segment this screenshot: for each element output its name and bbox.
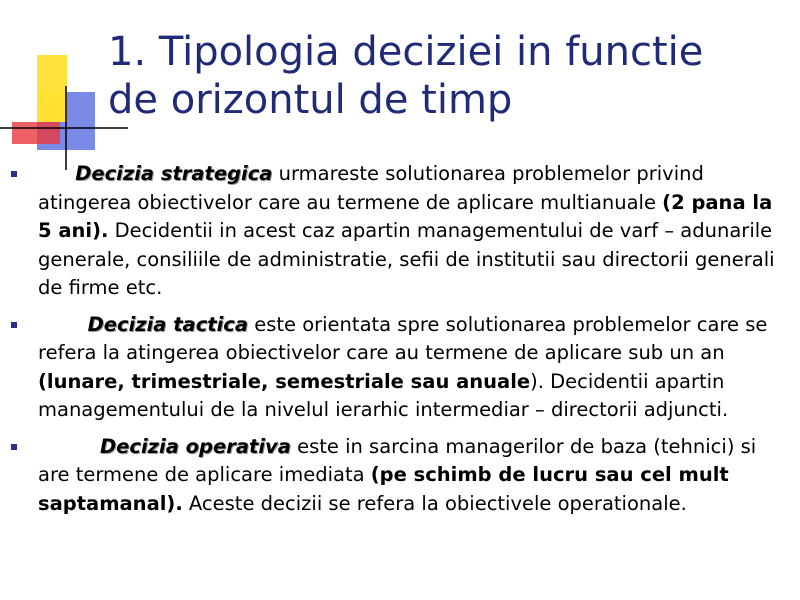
bullet-bold-text: (2 pana la 5 ani).: [38, 190, 773, 242]
bullet-strategic-decision: [8, 160, 792, 303]
bullet-text: Aceste decizii se refera la obiectivele operationale.: [182, 491, 687, 515]
bullet-text: este in sarcina managerilor de baza (tehnici) si are termene de aplicare imediata: [38, 434, 757, 486]
bullet-text: ). Decidentii apartin managementului de la nivelul ierarhic intermediar – directorii adjuncti.: [38, 369, 729, 421]
term-tactical: Decizia tactica: [87, 312, 248, 336]
bullet-tactical-decision: [8, 311, 792, 425]
bullet-text: urmareste solutionarea problemelor privind atingerea obiectivelor care au termene de aplicare multianuale: [38, 162, 704, 214]
bullet-square-icon: [11, 171, 17, 177]
term-strategic: Decizia strategica: [75, 162, 273, 185]
bullet-list: [8, 160, 792, 526]
title-line-2: de orizontul de timp: [108, 77, 513, 123]
bullet-operative-decision: [8, 433, 792, 519]
bullet-bold-text: (pe schimb de lucru sau cel mult saptamanal).: [38, 463, 729, 515]
bullet-square-icon: [11, 444, 17, 450]
bullet-square-icon: [11, 322, 17, 328]
term-operative: Decizia operativa: [100, 434, 291, 458]
bullet-text: Decidentii in acest caz apartin managementului de varf – adunarile generale, consiliile de administratie, sefii de institutii sau directorii generali de firme etc.: [38, 219, 775, 299]
bullet-bold-text: (lunare, trimestriale, semestriale sau anuale: [38, 369, 531, 393]
title-line-1: 1. Tipologia deciziei in functie: [108, 29, 704, 75]
bullet-text: este orientata spre solutionarea problemelor care se refera la atingerea obiectivelor care au termene de aplicare sub un an: [38, 312, 768, 364]
slide-title: [108, 28, 788, 124]
